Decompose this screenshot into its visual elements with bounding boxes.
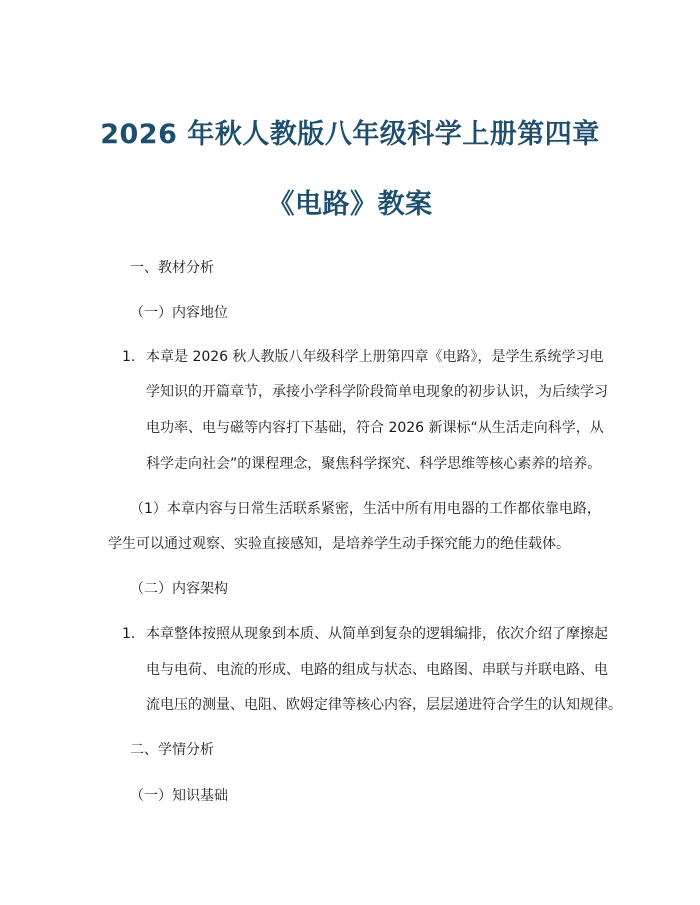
paragraph-line: 本章整体按照从现象到本质、从简单到复杂的逻辑编排，依次介绍了摩擦起 — [146, 626, 608, 642]
paragraph-line: 学生可以通过观察、实验直接感知，是培养学生动手探究能力的绝佳载体。 — [108, 536, 570, 552]
paragraph-line: 电功率、电与磁等内容打下基础，符合 2026 新课标“从生活走向科学，从 — [146, 420, 604, 436]
paragraph-line: 电与电荷、电流的形成、电路的组成与状态、电路图、串联与并联电路、电 — [146, 662, 608, 678]
paragraph-line: 本章是 2026 秋人教版八年级科学上册第四章《电路》，是学生系统学习电 — [146, 349, 604, 365]
list-item-number: 1. — [122, 626, 136, 642]
subsection-heading-content-position: （一）内容地位 — [130, 305, 228, 321]
document-title-line-1: 2026 年秋人教版八年级科学上册第四章 — [100, 119, 600, 150]
list-item-number: 1. — [122, 349, 136, 365]
paragraph-line: 科学走向社会”的课程理念，聚焦科学探究、科学思维等核心素养的培养。 — [146, 456, 602, 472]
section-heading-textbook-analysis: 一、教材分析 — [130, 260, 214, 276]
subsection-heading-knowledge-base: （一）知识基础 — [130, 788, 228, 804]
subsection-heading-content-structure: （二）内容架构 — [130, 581, 228, 597]
paragraph-line: 流电压的测量、电阻、欧姆定律等核心内容，层层递进符合学生的认知规律。 — [146, 697, 622, 713]
paragraph-line: （1）本章内容与日常生活联系紧密，生活中所有用电器的工作都依靠电路， — [130, 501, 601, 517]
section-heading-student-analysis: 二、学情分析 — [130, 742, 214, 758]
paragraph-line: 学知识的开篇章节，承接小学科学阶段简单电现象的初步认识，为后续学习 — [146, 384, 608, 400]
document-title-line-2: 《电路》教案 — [267, 189, 433, 220]
